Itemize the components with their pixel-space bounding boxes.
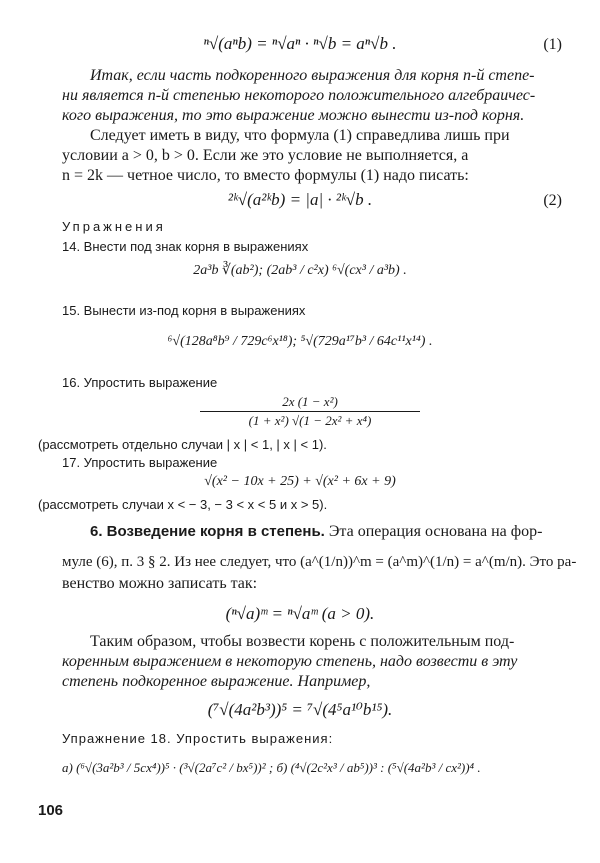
- section-6-line3: венство можно записать так:: [62, 575, 258, 592]
- formula-1: ⁿ√(aⁿb) = ⁿ√aⁿ · ⁿ√b = aⁿ√b .: [203, 34, 397, 53]
- exercise-17-note: (рассмотреть случаи x < − 3, − 3 < x < 5 и x > 5).: [38, 497, 328, 512]
- exercise-16-numerator: 2x (1 − x²): [200, 394, 420, 412]
- exercise-18-expression: а) (⁶√(3a²b³ / 5cx⁴))⁵ · (³√(2a⁷c² / bx⁵))² ; б) (⁴√(2c²x³ / ab⁵))³ : (⁵√(4a²b³ / cx²))⁴ .: [62, 760, 481, 775]
- section-6-line1: [90, 522, 590, 542]
- exercise-16: 16. Упростить выражение: [62, 375, 218, 390]
- exercise-16-note: (рассмотреть отдельно случаи | x | < 1, | x | < 1).: [38, 437, 327, 452]
- exercise-17: 17. Упростить выражение: [62, 455, 218, 470]
- para2-line2: условии a > 0, b > 0. Если же это условие не выполняется, а: [62, 147, 469, 164]
- formula-2-number: (2): [543, 192, 562, 209]
- para3-line3: степень подкоренное выражение. Например,: [62, 673, 371, 690]
- exercise-17-expression: √(x² − 10x + 25) + √(x² + 6x + 9): [204, 474, 396, 489]
- para1-line2: ни является n-й степенью некоторого положительного алгебраичес-: [62, 87, 536, 104]
- exercise-15-expression: ⁶√(128a⁸b⁹ / 729c⁶x¹⁸); ⁵√(729a¹⁷b³ / 64c¹¹x¹⁴) .: [167, 334, 433, 349]
- para1-line1: Итак, если часть подкоренного выражения для корня n-й степе-: [90, 67, 535, 84]
- exercise-14-expression: 2a³b ∛(ab²); (2ab³ / c²x) ⁶√(cx³ / a³b) .: [193, 263, 407, 278]
- formula-4: (⁷√(4a²b³))⁵ = ⁷√(4⁵a¹⁰b¹⁵).: [207, 700, 393, 719]
- para3-line2: коренным выражением в некоторую степень, надо возвести в эту: [62, 653, 518, 670]
- exercise-16-fraction: [200, 394, 420, 429]
- exercise-18-heading: Упражнение 18. Упростить выражения:: [62, 731, 334, 746]
- para3-line1-text: Таким образом, чтобы возвести корень с положительным под-: [90, 633, 515, 650]
- section-6-line2: муле (6), п. 3 § 2. Из нее следует, что (a^(1/n))^m = (a^m)^(1/n) = a^(m/n). Это ра-: [62, 554, 577, 570]
- formula-3: (ⁿ√a)ᵐ = ⁿ√aᵐ (a > 0).: [225, 604, 375, 623]
- formula-1-number: (1): [543, 36, 562, 53]
- exercise-15: 15. Вынести из-под корня в выражениях: [62, 303, 306, 318]
- exercises-heading: Упражнения: [62, 219, 166, 234]
- para1-line3: кого выражения, то это выражение можно вынести из-под корня.: [62, 107, 525, 124]
- exercise-14: 14. Внести под знак корня в выражениях: [62, 239, 309, 254]
- section-6-title: 6. Возведение корня в степень.: [90, 523, 325, 540]
- formula-2: ²ᵏ√(a²ᵏb) = |a| · ²ᵏ√b .: [227, 190, 373, 209]
- section-6-line1-rest: Эта операция основана на фор-: [328, 523, 543, 540]
- exercise-16-denominator: (1 + x²) √(1 − 2x² + x⁴): [248, 413, 372, 428]
- para2-line1: Следует иметь в виду, что формула (1) справедлива лишь при: [90, 127, 510, 144]
- para3-line1: [90, 632, 590, 652]
- page-number: 106: [38, 802, 64, 819]
- para2-line3: n = 2k — четное число, то вместо формулы (1) надо писать:: [62, 167, 469, 184]
